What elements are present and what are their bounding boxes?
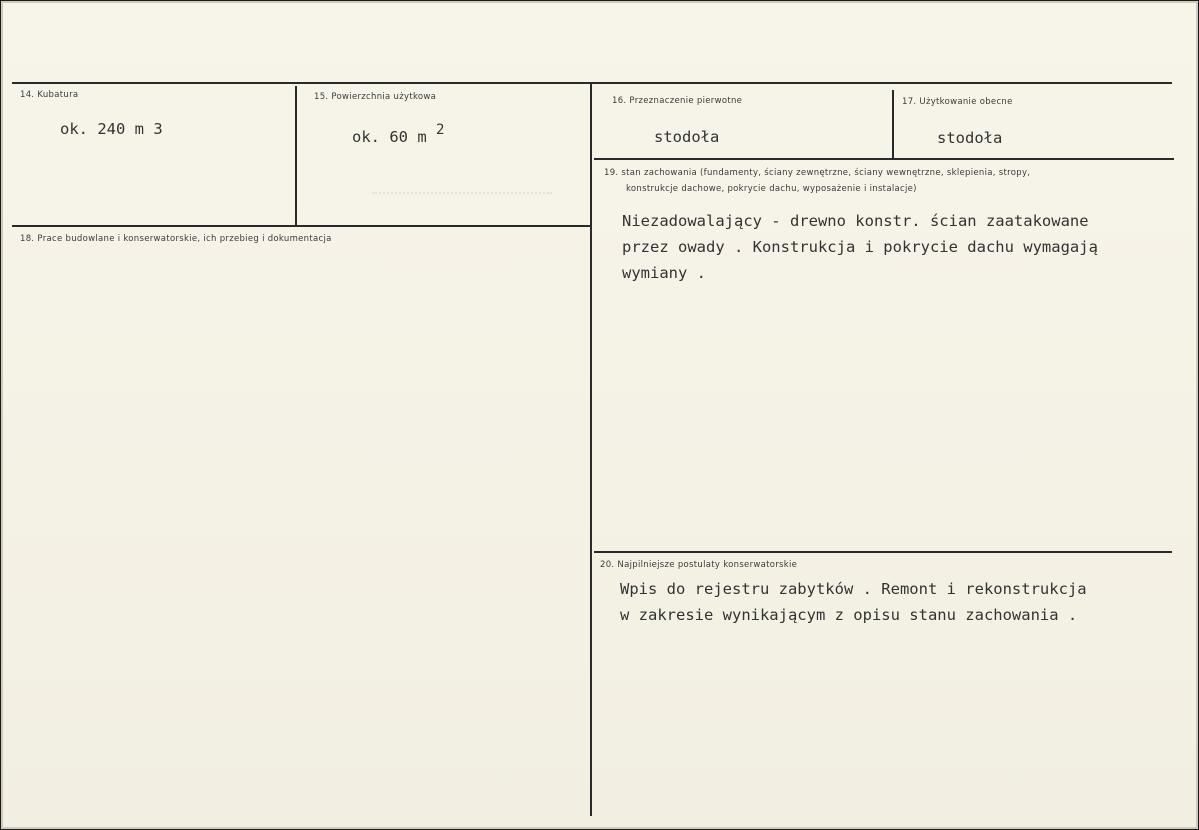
field-19-label-line1: 19. stan zachowania (fundamenty, ściany zewnętrzne, ściany wewnętrzne, sklepienia, stropy,	[604, 168, 1031, 178]
field-14-value: ok. 240 m 3	[60, 120, 163, 138]
field-19-label-line2: konstrukcje dachowe, pokrycie dachu, wyposażenie i instalacje)	[626, 184, 917, 194]
field-19-line-3: wymiany .	[622, 264, 706, 282]
divider-14-15	[295, 86, 297, 226]
field-19-line-1: Niezadowalający - drewno konstr. ścian zaatakowane	[622, 212, 1089, 230]
field-20-label: 20. Najpilniejsze postulaty konserwatorskie	[600, 560, 798, 570]
rule-20-top	[594, 551, 1172, 553]
field-16-label: 16. Przeznaczenie pierwotne	[612, 96, 743, 106]
divider-16-17	[892, 90, 894, 158]
field-16-value: stodoła	[654, 128, 720, 146]
top-rule	[12, 82, 1172, 84]
erased-text-mark	[372, 192, 552, 204]
field-15-value-sup: 2	[436, 122, 445, 138]
field-20-text	[620, 576, 1087, 628]
field-17-value: stodoła	[937, 129, 1003, 147]
field-18-label: 18. Prace budowlane i konserwatorskie, ich przebieg i dokumentacja	[20, 234, 332, 244]
rule-16-17-bottom	[594, 158, 1174, 160]
field-20-line-2: w zakresie wynikającym z opisu stanu zachowania .	[620, 606, 1078, 624]
rule-14-15-bottom	[12, 225, 592, 227]
field-20-line-1: Wpis do rejestru zabytków . Remont i rekonstrukcja	[620, 580, 1087, 598]
field-19-line-2: przez owady . Konstrukcja i pokrycie dachu wymagają	[622, 238, 1098, 256]
field-15-value-main: ok. 60 m	[352, 128, 427, 146]
field-14-label: 14. Kubatura	[20, 90, 79, 100]
field-15-label: 15. Powierzchnia użytkowa	[314, 92, 437, 102]
field-19-text	[622, 208, 1098, 286]
field-17-label: 17. Użytkowanie obecne	[902, 97, 1013, 107]
field-15-value	[352, 122, 444, 146]
divider-main	[590, 84, 592, 816]
